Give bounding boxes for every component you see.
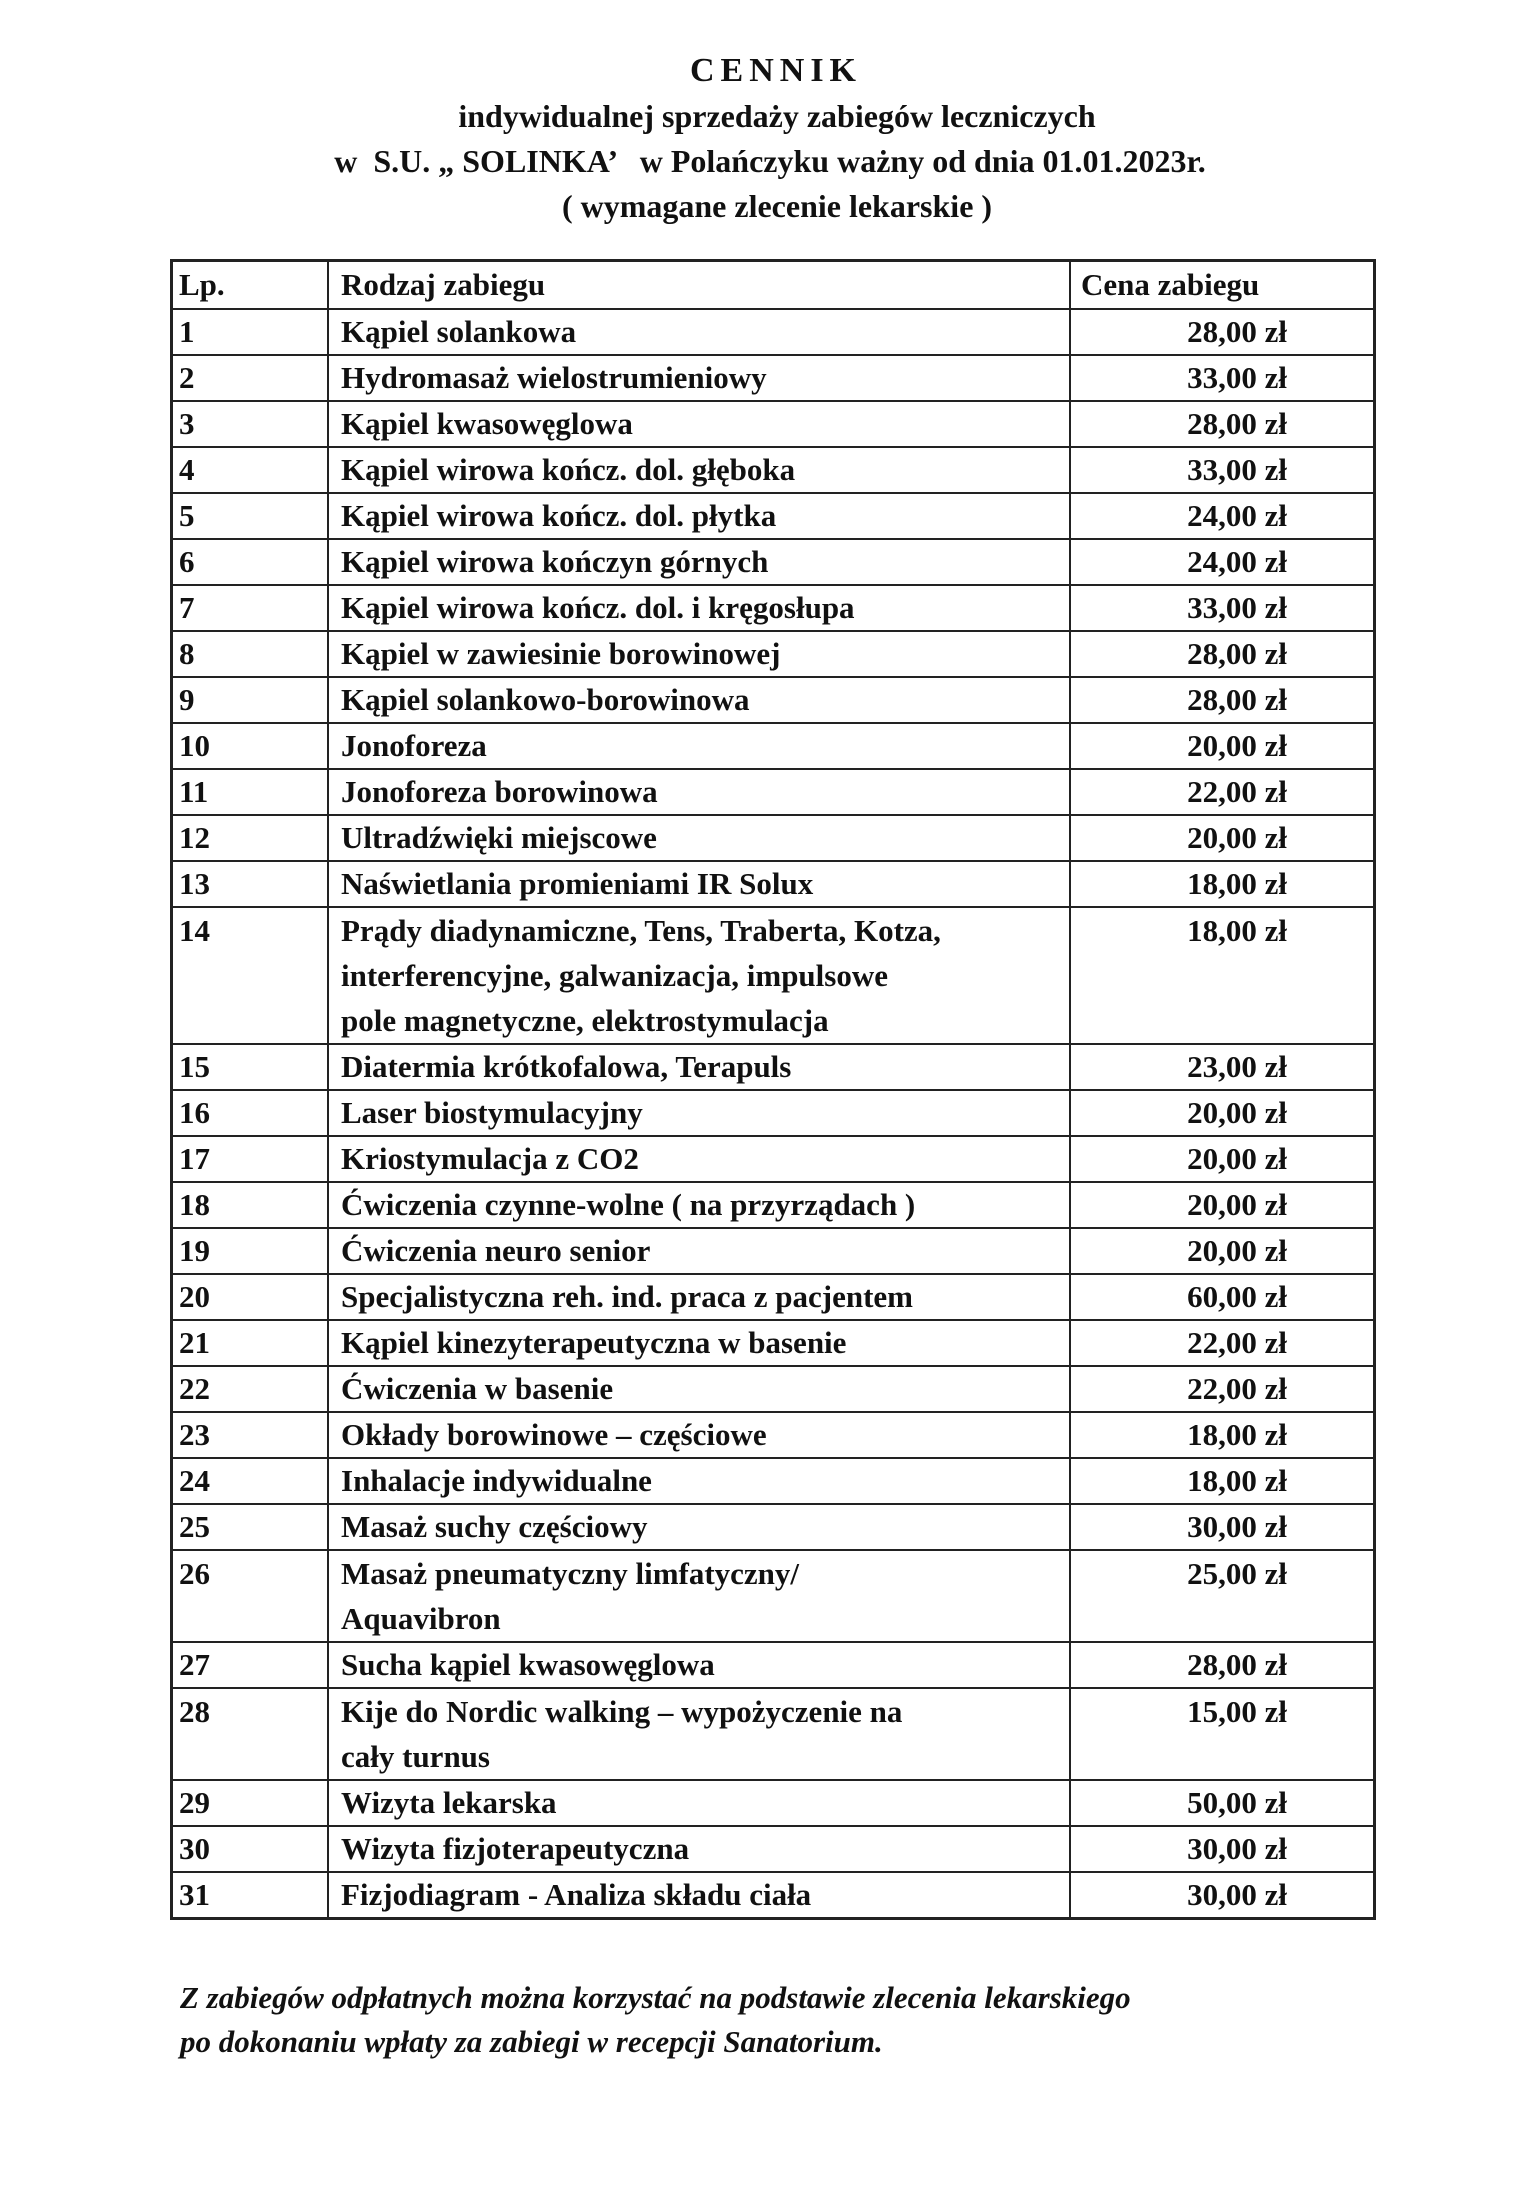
row-treatment-name bbox=[328, 309, 1070, 355]
row-price: 50,00 zł bbox=[1070, 1780, 1375, 1826]
treatment-name-line: Ultradźwięki miejscowe bbox=[341, 820, 657, 855]
row-price: 22,00 zł bbox=[1070, 1320, 1375, 1366]
row-treatment-name bbox=[328, 769, 1070, 815]
row-lp: 18 bbox=[172, 1182, 329, 1228]
price-table bbox=[170, 259, 1376, 1920]
row-treatment-name bbox=[328, 1366, 1070, 1412]
row-treatment-name bbox=[328, 1826, 1070, 1872]
treatment-name-line: Kąpiel w zawiesinie borowinowej bbox=[341, 636, 781, 671]
row-lp: 23 bbox=[172, 1412, 329, 1458]
row-treatment-name bbox=[328, 1136, 1070, 1182]
table-row bbox=[172, 677, 1375, 723]
treatment-name-line: Fizjodiagram - Analiza składu ciała bbox=[341, 1877, 812, 1912]
row-lp: 12 bbox=[172, 815, 329, 861]
row-price: 28,00 zł bbox=[1070, 1642, 1375, 1688]
price-table-container bbox=[170, 259, 1360, 1920]
treatment-name-line: Hydromasaż wielostrumieniowy bbox=[341, 360, 767, 395]
row-lp: 5 bbox=[172, 493, 329, 539]
row-treatment-name bbox=[328, 1550, 1070, 1642]
row-treatment-name bbox=[328, 401, 1070, 447]
row-price: 30,00 zł bbox=[1070, 1826, 1375, 1872]
row-treatment-name bbox=[328, 585, 1070, 631]
treatment-name-line: Prądy diadynamiczne, Tens, Traberta, Kotza, bbox=[341, 913, 941, 948]
header-subtitle-line-1: indywidualnej sprzedaży zabiegów leczniczych bbox=[458, 98, 1096, 134]
table-header-row bbox=[172, 261, 1375, 310]
footer-note-line-2: po dokonaniu wpłaty za zabiegi w recepcji Sanatorium. bbox=[180, 2024, 883, 2059]
row-price: 18,00 zł bbox=[1070, 907, 1375, 1044]
column-header-price: Cena zabiegu bbox=[1070, 261, 1375, 310]
row-lp: 25 bbox=[172, 1504, 329, 1550]
row-treatment-name bbox=[328, 631, 1070, 677]
row-price: 18,00 zł bbox=[1070, 1412, 1375, 1458]
treatment-name-line: Kąpiel solankowa bbox=[341, 314, 577, 349]
table-row bbox=[172, 1090, 1375, 1136]
row-treatment-name bbox=[328, 1872, 1070, 1919]
row-price: 20,00 zł bbox=[1070, 815, 1375, 861]
table-row bbox=[172, 539, 1375, 585]
table-row bbox=[172, 1228, 1375, 1274]
treatment-name-line: Wizyta fizjoterapeutyczna bbox=[341, 1831, 690, 1866]
treatment-name-line: Jonoforeza borowinowa bbox=[341, 774, 658, 809]
row-treatment-name bbox=[328, 1458, 1070, 1504]
row-treatment-name bbox=[328, 1780, 1070, 1826]
row-lp: 1 bbox=[172, 309, 329, 355]
price-table-body bbox=[172, 261, 1375, 1919]
row-price: 28,00 zł bbox=[1070, 309, 1375, 355]
row-lp: 4 bbox=[172, 447, 329, 493]
treatment-name-line: Jonoforeza bbox=[341, 728, 487, 763]
treatment-name-line: Ćwiczenia czynne-wolne ( na przyrządach ) bbox=[341, 1187, 916, 1222]
row-lp: 22 bbox=[172, 1366, 329, 1412]
document-title: CENNIK bbox=[689, 52, 863, 89]
row-treatment-name bbox=[328, 1274, 1070, 1320]
treatment-name-line: Kąpiel solankowo-borowinowa bbox=[341, 682, 750, 717]
table-row bbox=[172, 861, 1375, 907]
row-price: 30,00 zł bbox=[1070, 1872, 1375, 1919]
row-price: 24,00 zł bbox=[1070, 539, 1375, 585]
row-lp: 31 bbox=[172, 1872, 329, 1919]
header-subtitle-line-3: ( wymagane zlecenie lekarskie ) bbox=[561, 188, 993, 224]
row-treatment-name bbox=[328, 1642, 1070, 1688]
row-price: 60,00 zł bbox=[1070, 1274, 1375, 1320]
footer-note bbox=[180, 1976, 1380, 2064]
row-lp: 11 bbox=[172, 769, 329, 815]
row-lp: 26 bbox=[172, 1550, 329, 1642]
row-price: 25,00 zł bbox=[1070, 1550, 1375, 1642]
row-treatment-name bbox=[328, 1412, 1070, 1458]
row-treatment-name bbox=[328, 1504, 1070, 1550]
row-price: 22,00 zł bbox=[1070, 769, 1375, 815]
table-row bbox=[172, 493, 1375, 539]
treatment-name-line: Kąpiel kwasowęglowa bbox=[341, 406, 633, 441]
treatment-name-line: Wizyta lekarska bbox=[341, 1785, 557, 1820]
treatment-name-line: Kąpiel wirowa kończ. dol. głęboka bbox=[341, 452, 796, 487]
treatment-name-line: Sucha kąpiel kwasowęglowa bbox=[341, 1647, 715, 1682]
row-treatment-name bbox=[328, 1182, 1070, 1228]
row-treatment-name bbox=[328, 493, 1070, 539]
column-header-name: Rodzaj zabiegu bbox=[328, 261, 1070, 310]
row-lp: 3 bbox=[172, 401, 329, 447]
table-row bbox=[172, 1504, 1375, 1550]
row-lp: 17 bbox=[172, 1136, 329, 1182]
footer-note-line-1: Z zabiegów odpłatnych można korzystać na podstawie zlecenia lekarskiego bbox=[180, 1980, 1131, 2015]
table-row bbox=[172, 769, 1375, 815]
treatment-name-line: Okłady borowinowe – częściowe bbox=[341, 1417, 767, 1452]
row-lp: 2 bbox=[172, 355, 329, 401]
row-price: 24,00 zł bbox=[1070, 493, 1375, 539]
row-price: 22,00 zł bbox=[1070, 1366, 1375, 1412]
table-row bbox=[172, 447, 1375, 493]
row-price: 23,00 zł bbox=[1070, 1044, 1375, 1090]
row-lp: 8 bbox=[172, 631, 329, 677]
table-row bbox=[172, 1320, 1375, 1366]
row-lp: 28 bbox=[172, 1688, 329, 1780]
row-lp: 14 bbox=[172, 907, 329, 1044]
row-lp: 9 bbox=[172, 677, 329, 723]
row-treatment-name bbox=[328, 447, 1070, 493]
row-lp: 7 bbox=[172, 585, 329, 631]
treatment-name-line: Ćwiczenia w basenie bbox=[341, 1371, 614, 1406]
table-row bbox=[172, 1136, 1375, 1182]
row-treatment-name bbox=[328, 677, 1070, 723]
row-lp: 15 bbox=[172, 1044, 329, 1090]
treatment-name-line: Laser biostymulacyjny bbox=[341, 1095, 643, 1130]
row-treatment-name bbox=[328, 907, 1070, 1044]
table-row bbox=[172, 1780, 1375, 1826]
table-row bbox=[172, 355, 1375, 401]
row-price: 30,00 zł bbox=[1070, 1504, 1375, 1550]
row-treatment-name bbox=[328, 1090, 1070, 1136]
treatment-name-line: cały turnus bbox=[341, 1739, 490, 1774]
table-row bbox=[172, 1182, 1375, 1228]
row-price: 20,00 zł bbox=[1070, 1136, 1375, 1182]
row-lp: 10 bbox=[172, 723, 329, 769]
row-treatment-name bbox=[328, 1320, 1070, 1366]
row-lp: 24 bbox=[172, 1458, 329, 1504]
table-row bbox=[172, 723, 1375, 769]
header-subtitle-line-2: w S.U. „ SOLINKA’ w Polańczyku ważny od dnia 01.01.2023r. bbox=[334, 143, 1206, 179]
treatment-name-line: Kąpiel wirowa kończ. dol. płytka bbox=[341, 498, 777, 533]
row-treatment-name bbox=[328, 355, 1070, 401]
table-row bbox=[172, 1826, 1375, 1872]
table-row bbox=[172, 309, 1375, 355]
document-header bbox=[0, 48, 1540, 229]
table-row bbox=[172, 1044, 1375, 1090]
treatment-name-line: pole magnetyczne, elektrostymulacja bbox=[341, 1003, 829, 1038]
treatment-name-line: Kije do Nordic walking – wypożyczenie na bbox=[341, 1694, 903, 1729]
row-lp: 21 bbox=[172, 1320, 329, 1366]
table-row bbox=[172, 907, 1375, 1044]
row-price: 15,00 zł bbox=[1070, 1688, 1375, 1780]
treatment-name-line: Inhalacje indywidualne bbox=[341, 1463, 652, 1498]
column-header-lp: Lp. bbox=[172, 261, 329, 310]
row-treatment-name bbox=[328, 1044, 1070, 1090]
treatment-name-line: Diatermia krótkofalowa, Terapuls bbox=[341, 1049, 792, 1084]
row-price: 33,00 zł bbox=[1070, 447, 1375, 493]
table-row bbox=[172, 1642, 1375, 1688]
row-treatment-name bbox=[328, 861, 1070, 907]
table-row bbox=[172, 585, 1375, 631]
treatment-name-line: Ćwiczenia neuro senior bbox=[341, 1233, 651, 1268]
treatment-name-line: Aquavibron bbox=[341, 1601, 501, 1636]
treatment-name-line: Kąpiel wirowa kończyn górnych bbox=[341, 544, 769, 579]
table-row bbox=[172, 1550, 1375, 1642]
treatment-name-line: Kąpiel kinezyterapeutyczna w basenie bbox=[341, 1325, 847, 1360]
table-row bbox=[172, 1458, 1375, 1504]
table-row bbox=[172, 631, 1375, 677]
treatment-name-line: interferencyjne, galwanizacja, impulsowe bbox=[341, 958, 888, 993]
row-price: 18,00 zł bbox=[1070, 1458, 1375, 1504]
row-treatment-name bbox=[328, 539, 1070, 585]
table-row bbox=[172, 401, 1375, 447]
row-treatment-name bbox=[328, 1228, 1070, 1274]
row-lp: 20 bbox=[172, 1274, 329, 1320]
row-price: 20,00 zł bbox=[1070, 723, 1375, 769]
table-row bbox=[172, 1412, 1375, 1458]
row-lp: 30 bbox=[172, 1826, 329, 1872]
table-row bbox=[172, 1274, 1375, 1320]
table-row bbox=[172, 815, 1375, 861]
treatment-name-line: Specjalistyczna reh. ind. praca z pacjentem bbox=[341, 1279, 913, 1314]
row-price: 28,00 zł bbox=[1070, 677, 1375, 723]
treatment-name-line: Naświetlania promieniami IR Solux bbox=[341, 866, 814, 901]
row-price: 18,00 zł bbox=[1070, 861, 1375, 907]
table-row bbox=[172, 1366, 1375, 1412]
row-lp: 13 bbox=[172, 861, 329, 907]
row-lp: 6 bbox=[172, 539, 329, 585]
treatment-name-line: Kriostymulacja z CO2 bbox=[341, 1141, 639, 1176]
row-treatment-name bbox=[328, 1688, 1070, 1780]
row-price: 33,00 zł bbox=[1070, 585, 1375, 631]
table-row bbox=[172, 1688, 1375, 1780]
row-treatment-name bbox=[328, 723, 1070, 769]
treatment-name-line: Masaż suchy częściowy bbox=[341, 1509, 648, 1544]
row-lp: 16 bbox=[172, 1090, 329, 1136]
row-treatment-name bbox=[328, 815, 1070, 861]
row-lp: 19 bbox=[172, 1228, 329, 1274]
table-row bbox=[172, 1872, 1375, 1919]
row-lp: 27 bbox=[172, 1642, 329, 1688]
row-price: 20,00 zł bbox=[1070, 1090, 1375, 1136]
row-price: 20,00 zł bbox=[1070, 1228, 1375, 1274]
treatment-name-line: Masaż pneumatyczny limfatyczny/ bbox=[341, 1556, 800, 1591]
row-lp: 29 bbox=[172, 1780, 329, 1826]
row-price: 28,00 zł bbox=[1070, 401, 1375, 447]
row-price: 20,00 zł bbox=[1070, 1182, 1375, 1228]
row-price: 33,00 zł bbox=[1070, 355, 1375, 401]
row-price: 28,00 zł bbox=[1070, 631, 1375, 677]
treatment-name-line: Kąpiel wirowa kończ. dol. i kręgosłupa bbox=[341, 590, 855, 625]
